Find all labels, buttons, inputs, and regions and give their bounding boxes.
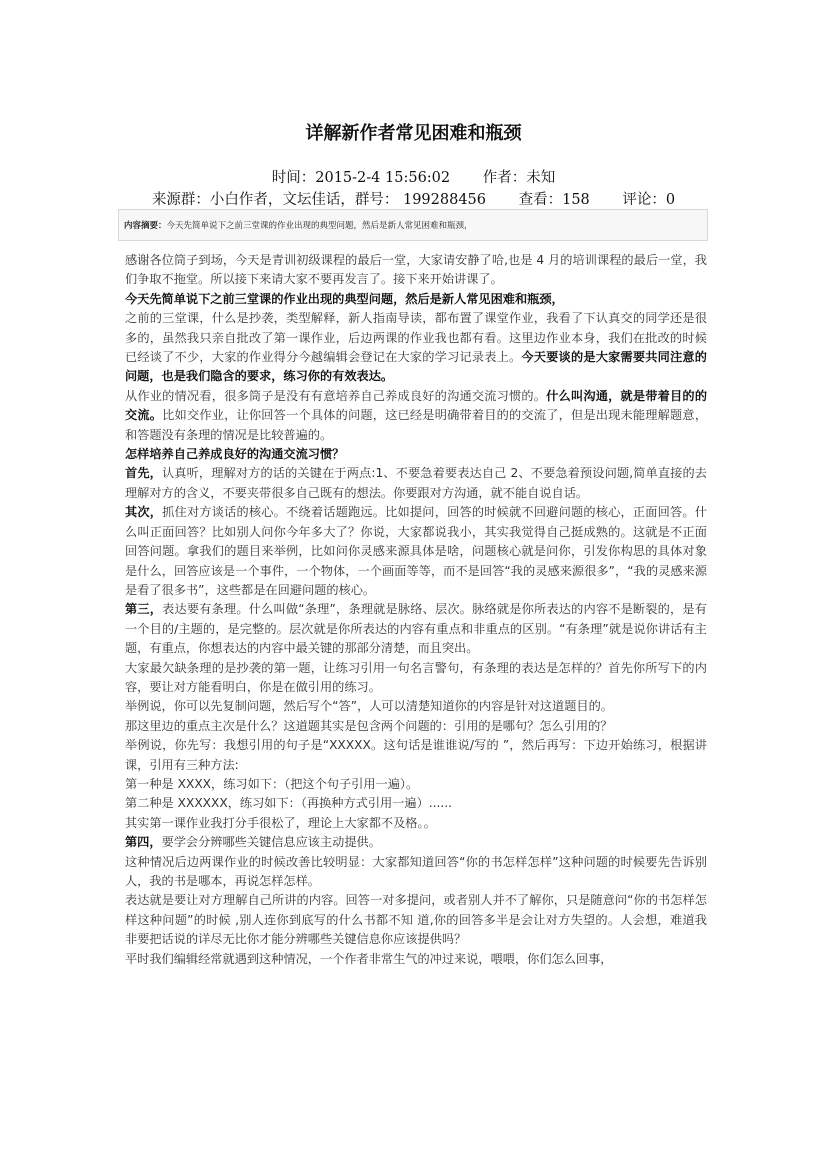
paragraph <box>125 464 707 503</box>
text-segment: 那这里边的重点主次是什么？这道题其实是包含两个问题的：引用的是哪句？怎么引用的？ <box>125 718 613 733</box>
time-label: 时间： <box>271 170 316 186</box>
views-count: 158 <box>562 192 590 208</box>
paragraph <box>125 794 707 813</box>
source-value: 小白作者，文坛佳话，群号： 199288456 <box>209 192 486 208</box>
paragraph <box>125 309 707 387</box>
text-segment: 认真听，理解对方的话的关键在于两点:1、不要急着要表达自己 2、不要急着预设问题,简单直接的去理解对方的含义，不要夹带很多自己既有的想法。你要跟对方沟通，就不能自说自话。 <box>125 466 707 500</box>
paragraph <box>125 600 707 658</box>
comments-label: 评论： <box>622 192 666 208</box>
article-body <box>125 251 707 969</box>
meta-line-source-stats <box>0 188 827 209</box>
summary-label: 内容摘要： <box>124 221 167 231</box>
bold-text-segment: 第三， <box>125 602 163 617</box>
text-segment: 要学会分辨哪些关键信息应该主动提供。 <box>161 835 381 850</box>
paragraph <box>125 697 707 716</box>
bold-text-segment: 今天要谈的是大家需要共同注意的问题，也是我们隐含的要求，练习你的有效表达。 <box>125 350 707 384</box>
text-segment: 抓住对方谈话的核心。不绕着话题跑远。比如提问，回答的时候就不回避问题的核心，正面回答。什么叫正面回答？比如别人问你今年多大了？你说，大家都说我小，其实我觉得自己挺成熟的。这就是不正面回答问题。拿我们的题目来举例，比如问你灵感来源具体是啥，问题核心就是问你，引发你构思的具体对象是什么，回答应该是一个事件，一个物体，一个画面等等，而不是回答“我的灵感来源很多”，“我的灵感来源是看了很多书”，这些都是在回避问题的核心。 <box>125 505 708 597</box>
text-segment: 第一种是 XXXX，练习如下：（把这个句子引用一遍）。 <box>125 776 419 791</box>
paragraph <box>125 853 707 892</box>
bold-text-segment: 什么叫沟通，就是带着目的的交流。 <box>125 388 708 423</box>
comments-field <box>622 192 675 208</box>
text-segment: 从作业的情况看，很多筒子是没有有意培养自己养成良好的沟通交流习惯的。 <box>125 388 547 403</box>
summary-box <box>118 209 708 241</box>
bold-text-segment: 首先， <box>125 466 162 481</box>
text-segment: 平时我们编辑经常就遇到这种情况，一个作者非常生气的冲过来说，喂喂，你们怎么回事， <box>125 951 613 966</box>
paragraph <box>125 251 707 290</box>
paragraph <box>125 736 707 775</box>
views-field <box>519 192 590 208</box>
paragraph <box>125 659 707 698</box>
text-segment: 大家最欠缺条理的是抄袭的第一题，让练习引用一句名言警句，有条理的表达是怎样的？首先你所写下的内容，要让对方能看明白，你是在做引用的练习。 <box>125 660 707 694</box>
paragraph <box>125 290 707 309</box>
time-value: 2015-2-4 15:56:02 <box>315 170 451 186</box>
text-segment: 感谢各位筒子到场，今天是青训初级课程的最后一堂，大家请安静了哈,也是 4 月的培训课程的最后一堂，我们争取不拖堂。所以接下来请大家不要再发言了。接下来开始讲课了。 <box>125 253 707 287</box>
paragraph <box>125 891 707 949</box>
text-segment: 表达就是要让对方理解自己所讲的内容。回答一对多提问，或者别人并不了解你，只是随意问“你的书怎样怎样这种问题”的时候 ,别人连你到底写的什么书都不知 道,你的回答多半是会让对方失望的。人会想，难道我非要把话说的详尽无比你才能分辨哪些关键信息你应该提供吗？ <box>125 893 707 947</box>
text-segment: 举例说，你可以先复制问题，然后写个“答”，人可以清楚知道你的内容是针对这道题目的。 <box>125 699 613 714</box>
paragraph <box>125 717 707 736</box>
text-segment: 表达要有条理。什么叫做“条理”，条理就是脉络、层次。脉络就是你所表达的内容不是断裂的，是有一个目的/主题的，是完整的。层次就是你所表达的内容有重点和非重点的区别。“有条理”就是说你讲话有主题，有重点，你想表达的内容中最关键的那部分清楚，而且突出。 <box>125 602 707 656</box>
author-label: 作者： <box>482 170 527 186</box>
summary-text: 今天先简单说下之前三堂课的作业出现的典型问题，然后是新人常见困难和瓶颈， <box>166 221 473 231</box>
paragraph <box>125 503 707 600</box>
bold-text-segment: 其次， <box>125 505 163 520</box>
author-field <box>483 170 556 186</box>
bold-text-segment: 今天先简单说下之前三堂课的作业出现的典型问题，然后是新人常见困难和瓶颈， <box>125 291 564 306</box>
text-segment: 其实第一课作业我打分手很松了，理论上大家都不及格。。 <box>125 815 436 830</box>
views-label: 查看： <box>518 192 563 208</box>
author-value: 未知 <box>526 170 556 186</box>
paragraph <box>125 775 707 794</box>
text-segment: 举例说，你先写：我想引用的句子是“XXXXX。这句话是谁谁说/写的 ”，然后再写：下边开始练习，根据讲课，引用有三种方法: <box>125 738 707 772</box>
bold-text-segment: 怎样培养自己养成良好的沟通交流习惯？ <box>125 447 345 462</box>
meta-line-time-author <box>0 166 827 187</box>
paragraph <box>125 445 707 464</box>
text-segment: 这种情况后边两课作业的时候改善比较明显：大家都知道回答“你的书怎样怎样”这种问题的时候要先告诉别人，我的书是哪本，再说怎样怎样。 <box>125 854 707 888</box>
bold-text-segment: 第四， <box>125 835 162 850</box>
article-title: 详解新作者常见困难和瓶颈 <box>305 123 522 144</box>
text-segment: 之前的三堂课，什么是抄袭，类型解释，新人指南导读，都布置了课堂作业，我看了下认真交的同学还是很多的，虽然我只亲自批改了第一课作业，后边两课的作业我也都有看。这里边作业本身，我们在批改的时候已经谈了不少，大家的作业得分今越编辑会登记在大家的学习记录表上。 <box>125 311 707 365</box>
comments-count: 0 <box>665 192 676 208</box>
paragraph <box>125 833 707 852</box>
source-field <box>152 192 486 208</box>
source-label: 来源群： <box>151 192 210 208</box>
paragraph <box>125 814 707 833</box>
paragraph <box>125 950 707 969</box>
text-segment: 第二种是 XXXXXX，练习如下：（再换种方式引用一遍）...... <box>125 796 453 811</box>
text-segment: 比如交作业，让你回答一个具体的问题，这已经是明确带着目的的交流了，但是出现未能理解题意，和答题没有条理的情况是比较普遍的。 <box>125 408 708 442</box>
paragraph <box>125 387 707 445</box>
time-field <box>272 170 450 186</box>
